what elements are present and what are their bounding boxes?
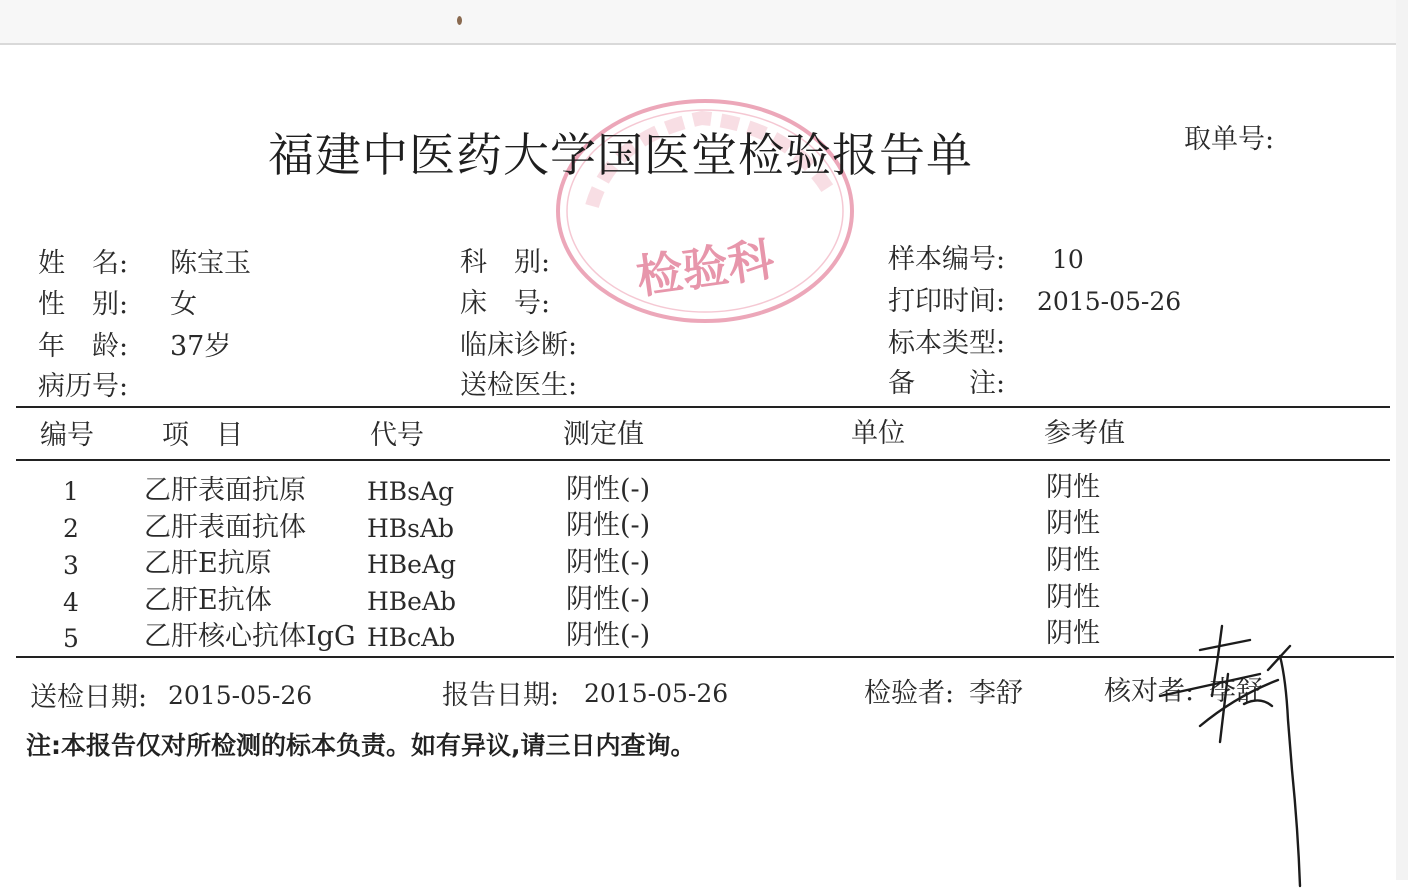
- sample-type-label: 标本类型:: [888, 328, 1006, 359]
- row-value: 阴性(-): [566, 547, 651, 578]
- row-reference: 阴性: [1046, 508, 1100, 539]
- row-number: 1: [63, 477, 79, 506]
- report-date-label: 报告日期:: [442, 680, 560, 711]
- paper-speck: [457, 16, 462, 25]
- department-label: 科 别:: [460, 247, 551, 278]
- row-reference: 阴性: [1046, 618, 1100, 649]
- record-number-label: 病历号:: [38, 371, 129, 402]
- stamp-text: 检验科: [633, 231, 778, 305]
- col-header-number: 编号: [40, 420, 94, 451]
- gender-label: 性 别:: [38, 289, 129, 320]
- name-value: 陈宝玉: [170, 248, 251, 279]
- name-label: 姓 名:: [38, 248, 129, 279]
- gender-value: 女: [170, 289, 197, 320]
- inspector-value: 李舒: [969, 678, 1023, 709]
- remark-label: 备 注:: [888, 368, 1006, 399]
- age-label: 年 龄:: [38, 331, 129, 362]
- print-time-value: 2015-05-26: [1037, 287, 1182, 316]
- print-time-label: 打印时间:: [888, 286, 1006, 317]
- row-reference: 阴性: [1046, 582, 1100, 613]
- handwritten-signature: [1140, 600, 1320, 890]
- paper-right-edge: [1396, 0, 1408, 880]
- row-number: 4: [63, 588, 79, 617]
- bed-number-label: 床 号:: [460, 288, 551, 319]
- paper-fold-edge: [0, 43, 1408, 45]
- age-value: 37岁: [170, 331, 232, 362]
- row-number: 5: [63, 624, 79, 653]
- row-item: 乙肝E抗体: [144, 585, 272, 616]
- col-header-reference: 参考值: [1044, 418, 1125, 449]
- paper-top-margin: [0, 0, 1408, 44]
- row-number: 3: [63, 551, 79, 580]
- col-header-item: 项 目: [162, 420, 243, 451]
- row-reference: 阴性: [1046, 472, 1100, 503]
- send-date-value: 2015-05-26: [168, 681, 313, 710]
- diagnosis-label: 临床诊断:: [460, 330, 578, 361]
- col-header-value: 测定值: [563, 419, 644, 450]
- table-header-rule: [16, 459, 1390, 461]
- row-code: HBeAb: [367, 587, 457, 616]
- row-value: 阴性(-): [566, 620, 651, 651]
- table-top-rule: [16, 406, 1390, 408]
- doctor-label: 送检医生:: [460, 370, 578, 401]
- row-code: HBeAg: [367, 550, 457, 579]
- disclaimer-note: 注:本报告仅对所检测的标本负责。如有异议,请三日内查询。: [26, 731, 696, 760]
- checker-label: 核对者:: [1104, 676, 1195, 707]
- row-item: 乙肝核心抗体IgG: [144, 621, 356, 652]
- ticket-number-label: 取单号:: [1184, 124, 1275, 155]
- row-number: 2: [63, 514, 79, 543]
- row-item: 乙肝表面抗体: [144, 512, 306, 543]
- send-date-label: 送检日期:: [30, 682, 148, 713]
- row-reference: 阴性: [1046, 545, 1100, 576]
- row-value: 阴性(-): [566, 474, 651, 505]
- sample-number-label: 样本编号:: [888, 244, 1006, 275]
- inspector-label: 检验者:: [864, 678, 955, 709]
- row-value: 阴性(-): [566, 584, 651, 615]
- sample-number-value: 10: [1052, 245, 1084, 274]
- report-date-value: 2015-05-26: [584, 679, 729, 708]
- row-code: HBsAb: [367, 514, 455, 543]
- report-title: 福建中医药大学国医堂检验报告单: [268, 128, 973, 182]
- row-value: 阴性(-): [566, 510, 651, 541]
- checker-value: 李舒: [1209, 676, 1263, 707]
- row-item: 乙肝E抗原: [144, 548, 272, 579]
- col-header-unit: 单位: [851, 418, 905, 449]
- col-header-code: 代号: [370, 420, 424, 451]
- row-code: HBsAg: [367, 477, 455, 506]
- row-item: 乙肝表面抗原: [144, 475, 306, 506]
- row-code: HBcAb: [367, 623, 456, 652]
